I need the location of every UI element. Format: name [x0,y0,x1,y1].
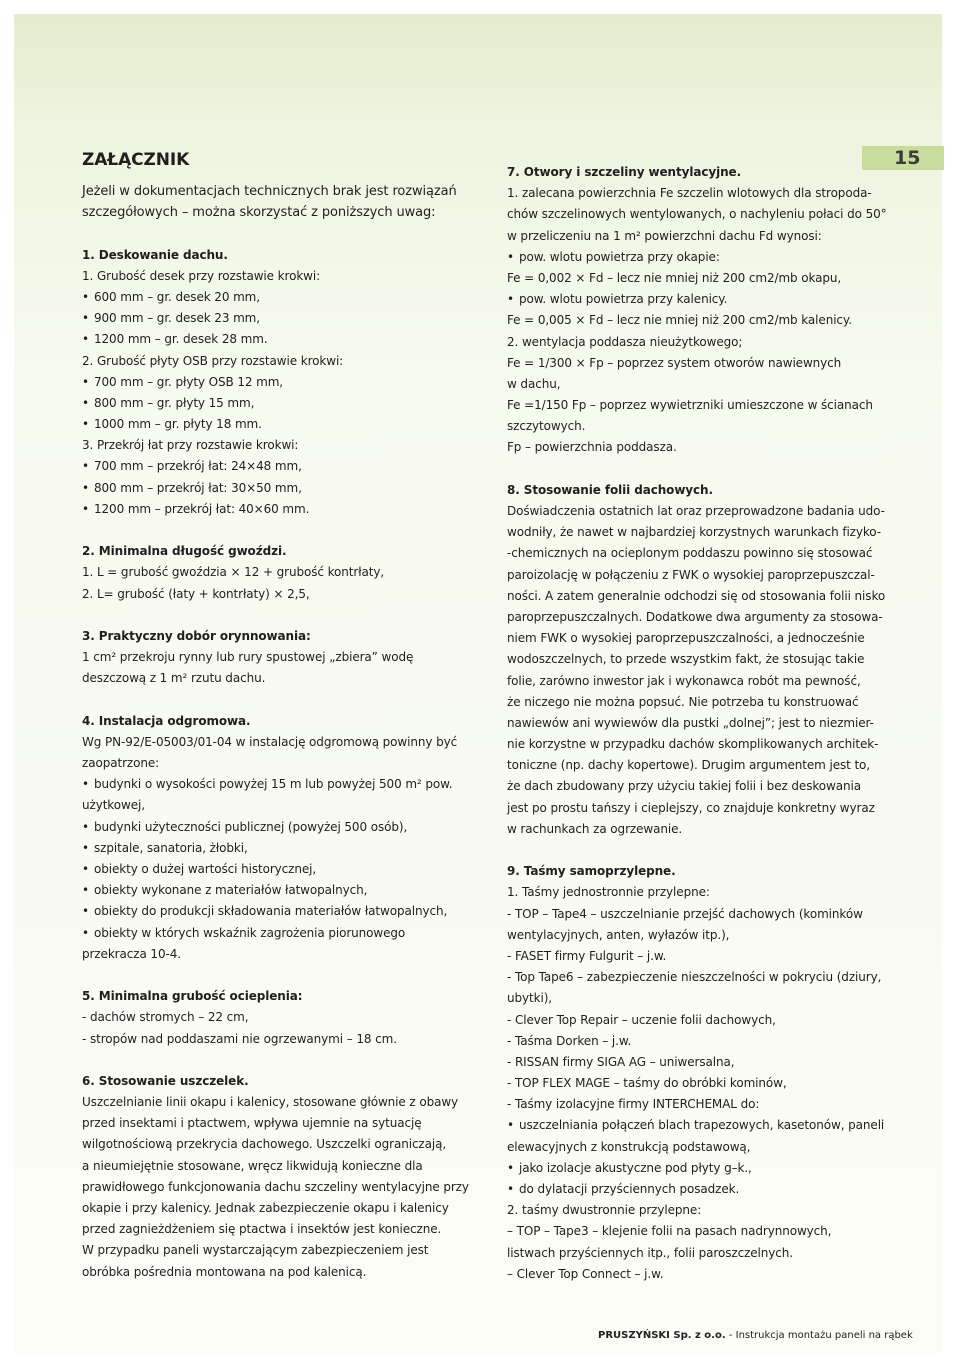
text-line: ności. A zatem generalnie odchodzi się od stosowania folii nisko [507,588,886,603]
text-line: w przeliczeniu na 1 m² powierzchni dachu Fd wynosi: [507,228,822,243]
bullet-item: • obiekty wykonane z materiałów łatwopalnych, [82,880,462,901]
heading: 6. Stosowanie uszczelek. [82,1073,249,1088]
text-line: Fe = 0,002 × Fd – lecz nie mniej niż 200 cm2/mb okapu, [507,270,842,285]
text-line: 2. Grubość płyty OSB przy rozstawie krokwi: [82,353,344,368]
bullet-item: • do dylatacji przyściennych posadzek. [507,1179,887,1200]
text-line: przekracza 10-4. [82,946,181,961]
spacer [507,459,887,480]
text-line: - Top Tape6 – zabezpieczenie nieszczelności w pokryciu (dziury, [507,970,882,985]
spacer [82,223,462,244]
heading: 1. Deskowanie dachu. [82,247,228,262]
bullet-item: • szpitale, sanatoria, żłobki, [82,838,462,859]
bullet-item: • budynki użyteczności publicznej (powyżej 500 osób), [82,817,462,838]
text-line: deszczową z 1 m² rzutu dachu. [82,671,266,686]
text-line: Fe =1/150 Fp – poprzez wywietrzniki umieszczone w ścianach [507,398,873,413]
text-line: 1 cm² przekroju rynny lub rury spustowej „zbiera” wodę [82,650,414,665]
text-line: 2. L= grubość (łaty + kontrłaty) × 2,5, [82,586,310,601]
spacer [507,840,887,861]
spacer [82,520,462,541]
spacer [82,605,462,626]
heading: 4. Instalacja odgromowa. [82,713,251,728]
text-line: – TOP – Tape3 – klejenie folii na pasach nadrynnowych, [507,1224,832,1239]
heading: 8. Stosowanie folii dachowych. [507,482,713,497]
page-number: 15 [862,146,944,170]
bullet-item: • 900 mm – gr. desek 23 mm, [82,308,462,329]
bullet-item: • uszczelniania połączeń blach trapezowych, kasetonów, paneli [507,1115,887,1136]
text-line: że niczego nie można popsuć. Nie potrzeba tu konstruować [507,694,859,709]
text-line: jest po prostu tańszy i cieplejszy, co znajduje konkretny wyraz [507,800,875,815]
bullet-item: • 1200 mm – przekrój łat: 40×60 mm. [82,499,462,520]
text-line: - TOP FLEX MAGE – taśmy do obróbki kominów, [507,1076,787,1091]
footer [598,1330,913,1341]
text-line: - Taśmy izolacyjne firmy INTERCHEMAL do: [507,1097,760,1112]
text-line: okapie i przy kalenicy. Jednak zabezpieczenie okapu i kalenicy [82,1201,449,1215]
text-line: - stropów nad poddaszami nie ogrzewanymi – 18 cm. [82,1031,397,1046]
bullet-item: • 1000 mm – gr. płyty 18 mm. [82,414,462,435]
text-line: 1. L = grubość gwoździa × 12 + grubość kontrłaty, [82,565,385,580]
left-column [82,147,469,1283]
text-line: - FASET firmy Fulgurit – j.w. [507,948,667,963]
text-line: szczegółowych – można skorzystać z poniższych uwag: [82,205,436,221]
text-line: -chemicznych na ocieplonym poddaszu powinno się stosować [507,546,873,561]
text-line: folie, zarówno inwestor jak i wykonawca robót ma pewność, [507,673,861,688]
bullet-item: • obiekty o dużej wartości historycznej, [82,859,462,880]
text-line: – Clever Top Connect – j.w. [507,1266,664,1281]
text-line: paroprzepuszczalnych. Dodatkowe dwa argumenty za stosowa- [507,609,883,624]
section-title: ZAŁĄCZNIK [82,150,190,170]
text-line: niem FWK o wysokiej paroprzepuszczalności, a jednocześnie [507,631,865,646]
text-line: prawidłowego funkcjonowania dachu szczeliny wentylacyjne przy [82,1179,469,1194]
bullet-item: • obiekty do produkcji składowania materiałów łatwopalnych, [82,901,462,922]
text-line: - Taśma Dorken – j.w. [507,1033,632,1048]
text-line: Fe = 0,005 × Fd – lecz nie mniej niż 200 cm2/mb kalenicy. [507,313,852,328]
text-line: obróbka pośrednia montowana na pod kalenicą. [82,1264,367,1279]
text-line: 1. zalecana powierzchnia Fe szczelin wlotowych dla stropoda- [507,186,872,201]
text-line: 3. Przekrój łat przy rozstawie krokwi: [82,438,299,453]
text-line: paroizolację w połączeniu z FWK o wysokiej paroprzepuszczal- [507,567,875,582]
text-line: w dachu, [507,376,561,391]
spacer [82,965,462,986]
text-line: listwach przyściennych itp., folii paroszczelnych. [507,1245,794,1260]
text-line: wentylacyjnych, anten, wyłazów itp.), [507,927,730,942]
text-line: 2. taśmy dwustronnie przylepne: [507,1203,702,1218]
heading: 2. Minimalna długość gwoździ. [82,544,287,559]
text-line: że dach zbudowany przy użyciu takiej folii i bez deskowania [507,779,861,794]
text-line: elewacyjnych z konstrukcją podstawową, [507,1139,751,1154]
text-line: użytkowej, [82,798,145,813]
text-line: nawiewów ani wywiewów dla pustki „dolnej”; jest to niezmier- [507,715,874,730]
footer-text: - Instrukcja montażu paneli na rąbek [725,1330,913,1341]
text-line: W przypadku paneli wystarczającym zabezpieczeniem jest [82,1243,429,1258]
text-line: przed zagnieżdżeniem się ptactwa i insektów jest konieczne. [82,1222,442,1237]
text-line: - dachów stromych – 22 cm, [82,1010,249,1025]
text-line: - TOP – Tape4 – uszczelnianie przejść dachowych (kominków [507,906,863,921]
spacer [82,1050,462,1071]
text-line: - Clever Top Repair – uczenie folii dachowych, [507,1012,776,1027]
text-line: Fe = 1/300 × Fp – poprzez system otworów nawiewnych [507,355,842,370]
text-line: 2. wentylacja poddasza nieużytkowego; [507,334,743,349]
bullet-item: • obiekty w których wskaźnik zagrożenia piorunowego [82,923,462,944]
bullet-item: • 800 mm – przekrój łat: 30×50 mm, [82,478,462,499]
bullet-item: • jako izolacje akustyczne pod płyty g–k., [507,1158,887,1179]
spacer [82,690,462,711]
text-line: wilgotnościową przekrycia dachowego. Uszczelki ograniczają, [82,1137,447,1152]
heading: 9. Taśmy samoprzylepne. [507,864,676,879]
text-line: zaopatrzone: [82,756,160,771]
text-line: toniczne (np. dachy kopertowe). Drugim argumentem jest to, [507,758,871,773]
text-line: w rachunkach za ogrzewanie. [507,821,683,836]
heading: 5. Minimalna grubość ocieplenia: [82,989,303,1004]
text-line: Jeżeli w dokumentacjach technicznych brak jest rozwiązań [82,184,457,199]
text-line: chów szczelinowych wentylowanych, o nachyleniu połaci do 50° [507,207,887,222]
bullet-item: • 1200 mm – gr. desek 28 mm. [82,329,462,350]
text-line: przed insektami i ptactwem, wpływa ujemnie na sytuację [82,1116,422,1131]
bullet-item: • 600 mm – gr. desek 20 mm, [82,287,462,308]
text-line: szczytowych. [507,419,586,434]
bullet-item: • pow. wlotu powietrza przy okapie: [507,247,887,268]
text-line: a nieumiejętnie stosowane, wręcz likwidują konieczne dla [82,1158,423,1173]
heading: 7. Otwory i szczeliny wentylacyjne. [507,165,742,179]
text-line: Fp – powierzchnia poddasza. [507,440,677,455]
text-line: ubytki), [507,991,553,1006]
text-line: Doświadczenia ostatnich lat oraz przeprowadzone badania udo- [507,504,885,518]
text-line: 1. Taśmy jednostronnie przylepne: [507,885,710,900]
bullet-item: • 800 mm – gr. płyty 15 mm, [82,393,462,414]
text-line: Uszczelnianie linii okapu i kalenicy, stosowane głównie z obawy [82,1095,459,1110]
text-line: Wg PN-92/E-05003/01-04 w instalację odgromową powinny być [82,734,458,749]
bullet-item: • pow. wlotu powietrza przy kalenicy. [507,289,887,310]
bullet-item: • budynki o wysokości powyżej 15 m lub powyżej 500 m² pow. [82,774,462,795]
bullet-item: • 700 mm – gr. płyty OSB 12 mm, [82,372,462,393]
text-line: wodoszczelnych, to przede wszystkim fakt, że stosując takie [507,652,865,667]
text-line: nie korzystne w przypadku dachów skomplikowanych architek- [507,737,879,752]
heading: 3. Praktyczny dobór orynnowania: [82,628,311,643]
bullet-item: • 700 mm – przekrój łat: 24×48 mm, [82,456,462,477]
text-line: - RISSAN firmy SIGA AG – uniwersalna, [507,1054,735,1069]
right-column [507,162,887,1285]
text-line: wodniły, że nawet w najbardziej korzystnych warunkach fizyko- [507,525,881,540]
text-line: 1. Grubość desek przy rozstawie krokwi: [82,268,321,283]
footer-company: PRUSZYŃSKI Sp. z o.o. [598,1330,726,1341]
